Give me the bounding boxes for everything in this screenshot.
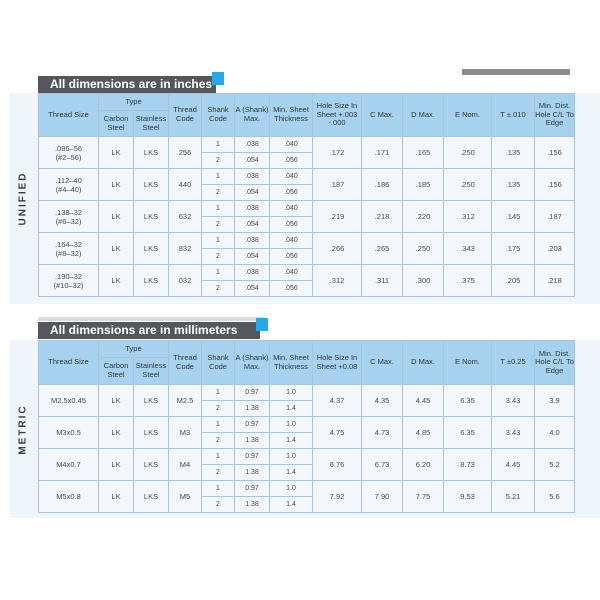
unified-side-label-text: UNIFIED — [17, 171, 29, 226]
unified-side-label — [9, 93, 37, 304]
min-dist-edge: 3.9 — [535, 385, 575, 417]
millimeters-banner-label: All dimensions are in millimeters — [50, 323, 238, 337]
table-row — [39, 233, 575, 249]
thread-size-value: .190–32 — [54, 271, 83, 281]
thread-code: 632 — [169, 201, 202, 233]
a-shank-max: .054 — [235, 217, 270, 233]
thread-code: M3 — [169, 417, 202, 449]
e-nom: .343 — [444, 233, 492, 265]
t-value: 5.21 — [492, 481, 535, 513]
header-t: T ±0.25 — [492, 341, 535, 385]
thread-size-value: M2.5x0.45 — [50, 396, 87, 405]
c-max: .311 — [362, 265, 403, 297]
min-sheet-thickness: .040 — [270, 265, 313, 281]
a-shank-max: .038 — [235, 201, 270, 217]
stainless-steel-type: LKS — [134, 385, 169, 417]
hole-size: 4.37 — [313, 385, 362, 417]
metric-section — [9, 340, 600, 518]
unified-section — [9, 93, 600, 304]
header-carbon-steel: Carbon Steel — [99, 358, 134, 385]
header-d: D Max. — [403, 94, 444, 137]
min-sheet-thickness: .056 — [270, 281, 313, 297]
header-hole-size: Hole Size In Sheet +.003 -.000 — [313, 94, 362, 137]
a-shank-max: .038 — [235, 169, 270, 185]
min-sheet-thickness: 1.4 — [270, 401, 313, 417]
thread-size-cell — [39, 201, 99, 233]
header-thread-code: Thread Code — [169, 341, 202, 385]
thread-size-cell — [39, 265, 99, 297]
header-type: Type — [99, 341, 169, 358]
shank-code: 1 — [202, 449, 235, 465]
table-row — [39, 449, 575, 465]
thread-size-cell — [39, 449, 99, 481]
header-shank-code: Shank Code — [202, 94, 235, 137]
millimeters-banner — [38, 322, 260, 339]
min-dist-edge: .156 — [535, 169, 575, 201]
header-a-shank: A (Shank) Max. — [235, 94, 270, 137]
stainless-steel-type: LKS — [134, 449, 169, 481]
table-row — [39, 417, 575, 433]
table-row — [39, 481, 575, 497]
d-max: .185 — [403, 169, 444, 201]
min-dist-edge: .203 — [535, 233, 575, 265]
table-row — [39, 201, 575, 217]
header-stainless-steel: Stainless Steel — [134, 358, 169, 385]
shank-code: 2 — [202, 281, 235, 297]
header-stainless-steel: Stainless Steel — [134, 111, 169, 137]
e-nom: .250 — [444, 137, 492, 169]
banner-tab-decoration — [462, 69, 570, 75]
shank-code: 1 — [202, 265, 235, 281]
t-value: .135 — [492, 169, 535, 201]
carbon-steel-type: LK — [99, 137, 134, 169]
thread-size-cell — [39, 481, 99, 513]
shank-code: 1 — [202, 137, 235, 153]
a-shank-max: 0.97 — [235, 481, 270, 497]
stainless-steel-type: LKS — [134, 233, 169, 265]
thread-code: 832 — [169, 233, 202, 265]
thread-size-cell — [39, 385, 99, 417]
thread-code: M2.5 — [169, 385, 202, 417]
table-row — [39, 137, 575, 153]
e-nom: 8.73 — [444, 449, 492, 481]
a-shank-max: .054 — [235, 249, 270, 265]
thread-size-number: (#8–32) — [55, 248, 82, 258]
shank-code: 2 — [202, 153, 235, 169]
t-value: 3.43 — [492, 417, 535, 449]
min-sheet-thickness: .056 — [270, 153, 313, 169]
hole-size: 4.75 — [313, 417, 362, 449]
shank-code: 2 — [202, 465, 235, 481]
banner-tab-decoration — [38, 317, 266, 321]
header-thread-code: Thread Code — [169, 94, 202, 137]
inches-banner — [38, 76, 216, 93]
inches-banner-label: All dimensions are in inches — [50, 77, 213, 91]
shank-code: 1 — [202, 233, 235, 249]
thread-size-number: (#4–40) — [55, 184, 82, 194]
a-shank-max: .038 — [235, 265, 270, 281]
a-shank-max: .038 — [235, 137, 270, 153]
banner-accent — [256, 318, 268, 331]
thread-code: M5 — [169, 481, 202, 513]
c-max: 6.73 — [362, 449, 403, 481]
t-value: 3.43 — [492, 385, 535, 417]
hole-size: 6.76 — [313, 449, 362, 481]
e-nom: .312 — [444, 201, 492, 233]
a-shank-max: 0.97 — [235, 449, 270, 465]
metric-side-label — [9, 340, 37, 518]
c-max: .186 — [362, 169, 403, 201]
header-hole-size: Hole Size In Sheet +0.08 — [313, 341, 362, 385]
min-dist-edge: .218 — [535, 265, 575, 297]
d-max: .165 — [403, 137, 444, 169]
c-max: 7.90 — [362, 481, 403, 513]
banner-accent — [212, 72, 224, 85]
thread-size-number: (#6–32) — [55, 216, 82, 226]
stainless-steel-type: LKS — [134, 481, 169, 513]
e-nom: 6.35 — [444, 385, 492, 417]
c-max: .171 — [362, 137, 403, 169]
shank-code: 1 — [202, 481, 235, 497]
shank-code: 2 — [202, 249, 235, 265]
carbon-steel-type: LK — [99, 201, 134, 233]
min-dist-edge: 5.6 — [535, 481, 575, 513]
header-a-shank: A (Shank) Max. — [235, 341, 270, 385]
a-shank-max: 1.38 — [235, 433, 270, 449]
thread-size-value: .164–32 — [54, 239, 83, 249]
min-dist-edge: .187 — [535, 201, 575, 233]
a-shank-max: 1.38 — [235, 497, 270, 513]
min-sheet-thickness: .040 — [270, 201, 313, 217]
c-max: 4.73 — [362, 417, 403, 449]
hole-size: .312 — [313, 265, 362, 297]
header-shank-code: Shank Code — [202, 341, 235, 385]
header-min-dist: Min. Dist. Hole C/L To Edge — [535, 341, 575, 385]
metric-table — [38, 340, 575, 513]
thread-size-value: .086–56 — [54, 143, 83, 153]
t-value: .205 — [492, 265, 535, 297]
e-nom: .250 — [444, 169, 492, 201]
a-shank-max: 0.97 — [235, 385, 270, 401]
d-max: .300 — [403, 265, 444, 297]
header-thread-size: Thread Size — [39, 94, 99, 137]
thread-size-value: M5x0.8 — [56, 492, 81, 501]
a-shank-max: .054 — [235, 185, 270, 201]
table-row — [39, 169, 575, 185]
shank-code: 1 — [202, 169, 235, 185]
header-thread-size: Thread Size — [39, 341, 99, 385]
d-max: 4.85 — [403, 417, 444, 449]
thread-code: 032 — [169, 265, 202, 297]
a-shank-max: .054 — [235, 281, 270, 297]
d-max: 4.45 — [403, 385, 444, 417]
thread-code: M4 — [169, 449, 202, 481]
min-sheet-thickness: 1.4 — [270, 465, 313, 481]
a-shank-max: .038 — [235, 233, 270, 249]
stainless-steel-type: LKS — [134, 417, 169, 449]
c-max: 4.35 — [362, 385, 403, 417]
carbon-steel-type: LK — [99, 385, 134, 417]
min-sheet-thickness: 1.0 — [270, 417, 313, 433]
min-dist-edge: 4.0 — [535, 417, 575, 449]
header-min-dist: Min. Dist. Hole C/L To Edge — [535, 94, 575, 137]
thread-size-cell — [39, 233, 99, 265]
shank-code: 2 — [202, 497, 235, 513]
carbon-steel-type: LK — [99, 481, 134, 513]
min-sheet-thickness: .056 — [270, 185, 313, 201]
e-nom: 6.35 — [444, 417, 492, 449]
thread-size-value: .112–40 — [55, 175, 82, 185]
thread-size-value: M4x0.7 — [56, 460, 81, 469]
thread-size-cell — [39, 137, 99, 169]
min-sheet-thickness: 1.0 — [270, 481, 313, 497]
d-max: 6.20 — [403, 449, 444, 481]
stainless-steel-type: LKS — [134, 265, 169, 297]
header-carbon-steel: Carbon Steel — [99, 111, 134, 137]
e-nom: .375 — [444, 265, 492, 297]
header-type: Type — [99, 94, 169, 111]
stainless-steel-type: LKS — [134, 169, 169, 201]
hole-size: .266 — [313, 233, 362, 265]
header-c: C Max. — [362, 341, 403, 385]
shank-code: 1 — [202, 385, 235, 401]
header-e: E Nom. — [444, 94, 492, 137]
thread-size-number: (#2–56) — [55, 152, 82, 162]
header-t: T ±.010 — [492, 94, 535, 137]
header-c: C Max. — [362, 94, 403, 137]
table-row — [39, 385, 575, 401]
min-sheet-thickness: .040 — [270, 233, 313, 249]
hole-size: .172 — [313, 137, 362, 169]
stainless-steel-type: LKS — [134, 201, 169, 233]
thread-size-cell — [39, 417, 99, 449]
min-sheet-thickness: .040 — [270, 137, 313, 153]
min-sheet-thickness: 1.0 — [270, 449, 313, 465]
min-dist-edge: 5.2 — [535, 449, 575, 481]
min-sheet-thickness: 1.4 — [270, 433, 313, 449]
min-dist-edge: .156 — [535, 137, 575, 169]
carbon-steel-type: LK — [99, 233, 134, 265]
carbon-steel-type: LK — [99, 169, 134, 201]
t-value: 4.45 — [492, 449, 535, 481]
hole-size: .187 — [313, 169, 362, 201]
c-max: .265 — [362, 233, 403, 265]
min-sheet-thickness: .040 — [270, 169, 313, 185]
thread-code: 256 — [169, 137, 202, 169]
metric-side-label-text: METRIC — [17, 403, 29, 455]
shank-code: 2 — [202, 185, 235, 201]
carbon-steel-type: LK — [99, 265, 134, 297]
a-shank-max: 1.38 — [235, 465, 270, 481]
t-value: .135 — [492, 137, 535, 169]
header-min-sheet: Min. Sheet Thickness — [270, 94, 313, 137]
thread-code: 440 — [169, 169, 202, 201]
table-row — [39, 265, 575, 281]
thread-size-cell — [39, 169, 99, 201]
thread-size-value: .138–32 — [54, 207, 83, 217]
d-max: 7.75 — [403, 481, 444, 513]
e-nom: 9.53 — [444, 481, 492, 513]
header-min-sheet: Min. Sheet Thickness — [270, 341, 313, 385]
min-sheet-thickness: .056 — [270, 249, 313, 265]
t-value: .145 — [492, 201, 535, 233]
a-shank-max: 1.38 — [235, 401, 270, 417]
a-shank-max: 0.97 — [235, 417, 270, 433]
carbon-steel-type: LK — [99, 449, 134, 481]
d-max: .220 — [403, 201, 444, 233]
hole-size: 7.92 — [313, 481, 362, 513]
min-sheet-thickness: 1.4 — [270, 497, 313, 513]
shank-code: 2 — [202, 217, 235, 233]
header-e: E Nom. — [444, 341, 492, 385]
a-shank-max: .054 — [235, 153, 270, 169]
min-sheet-thickness: .056 — [270, 217, 313, 233]
shank-code: 2 — [202, 401, 235, 417]
stainless-steel-type: LKS — [134, 137, 169, 169]
c-max: .218 — [362, 201, 403, 233]
thread-size-number: (#10–32) — [53, 280, 84, 290]
thread-size-value: M3x0.5 — [56, 428, 81, 437]
shank-code: 1 — [202, 201, 235, 217]
header-d: D Max. — [403, 341, 444, 385]
hole-size: .219 — [313, 201, 362, 233]
t-value: .175 — [492, 233, 535, 265]
shank-code: 2 — [202, 433, 235, 449]
carbon-steel-type: LK — [99, 417, 134, 449]
unified-table — [38, 93, 575, 297]
d-max: .250 — [403, 233, 444, 265]
shank-code: 1 — [202, 417, 235, 433]
min-sheet-thickness: 1.0 — [270, 385, 313, 401]
